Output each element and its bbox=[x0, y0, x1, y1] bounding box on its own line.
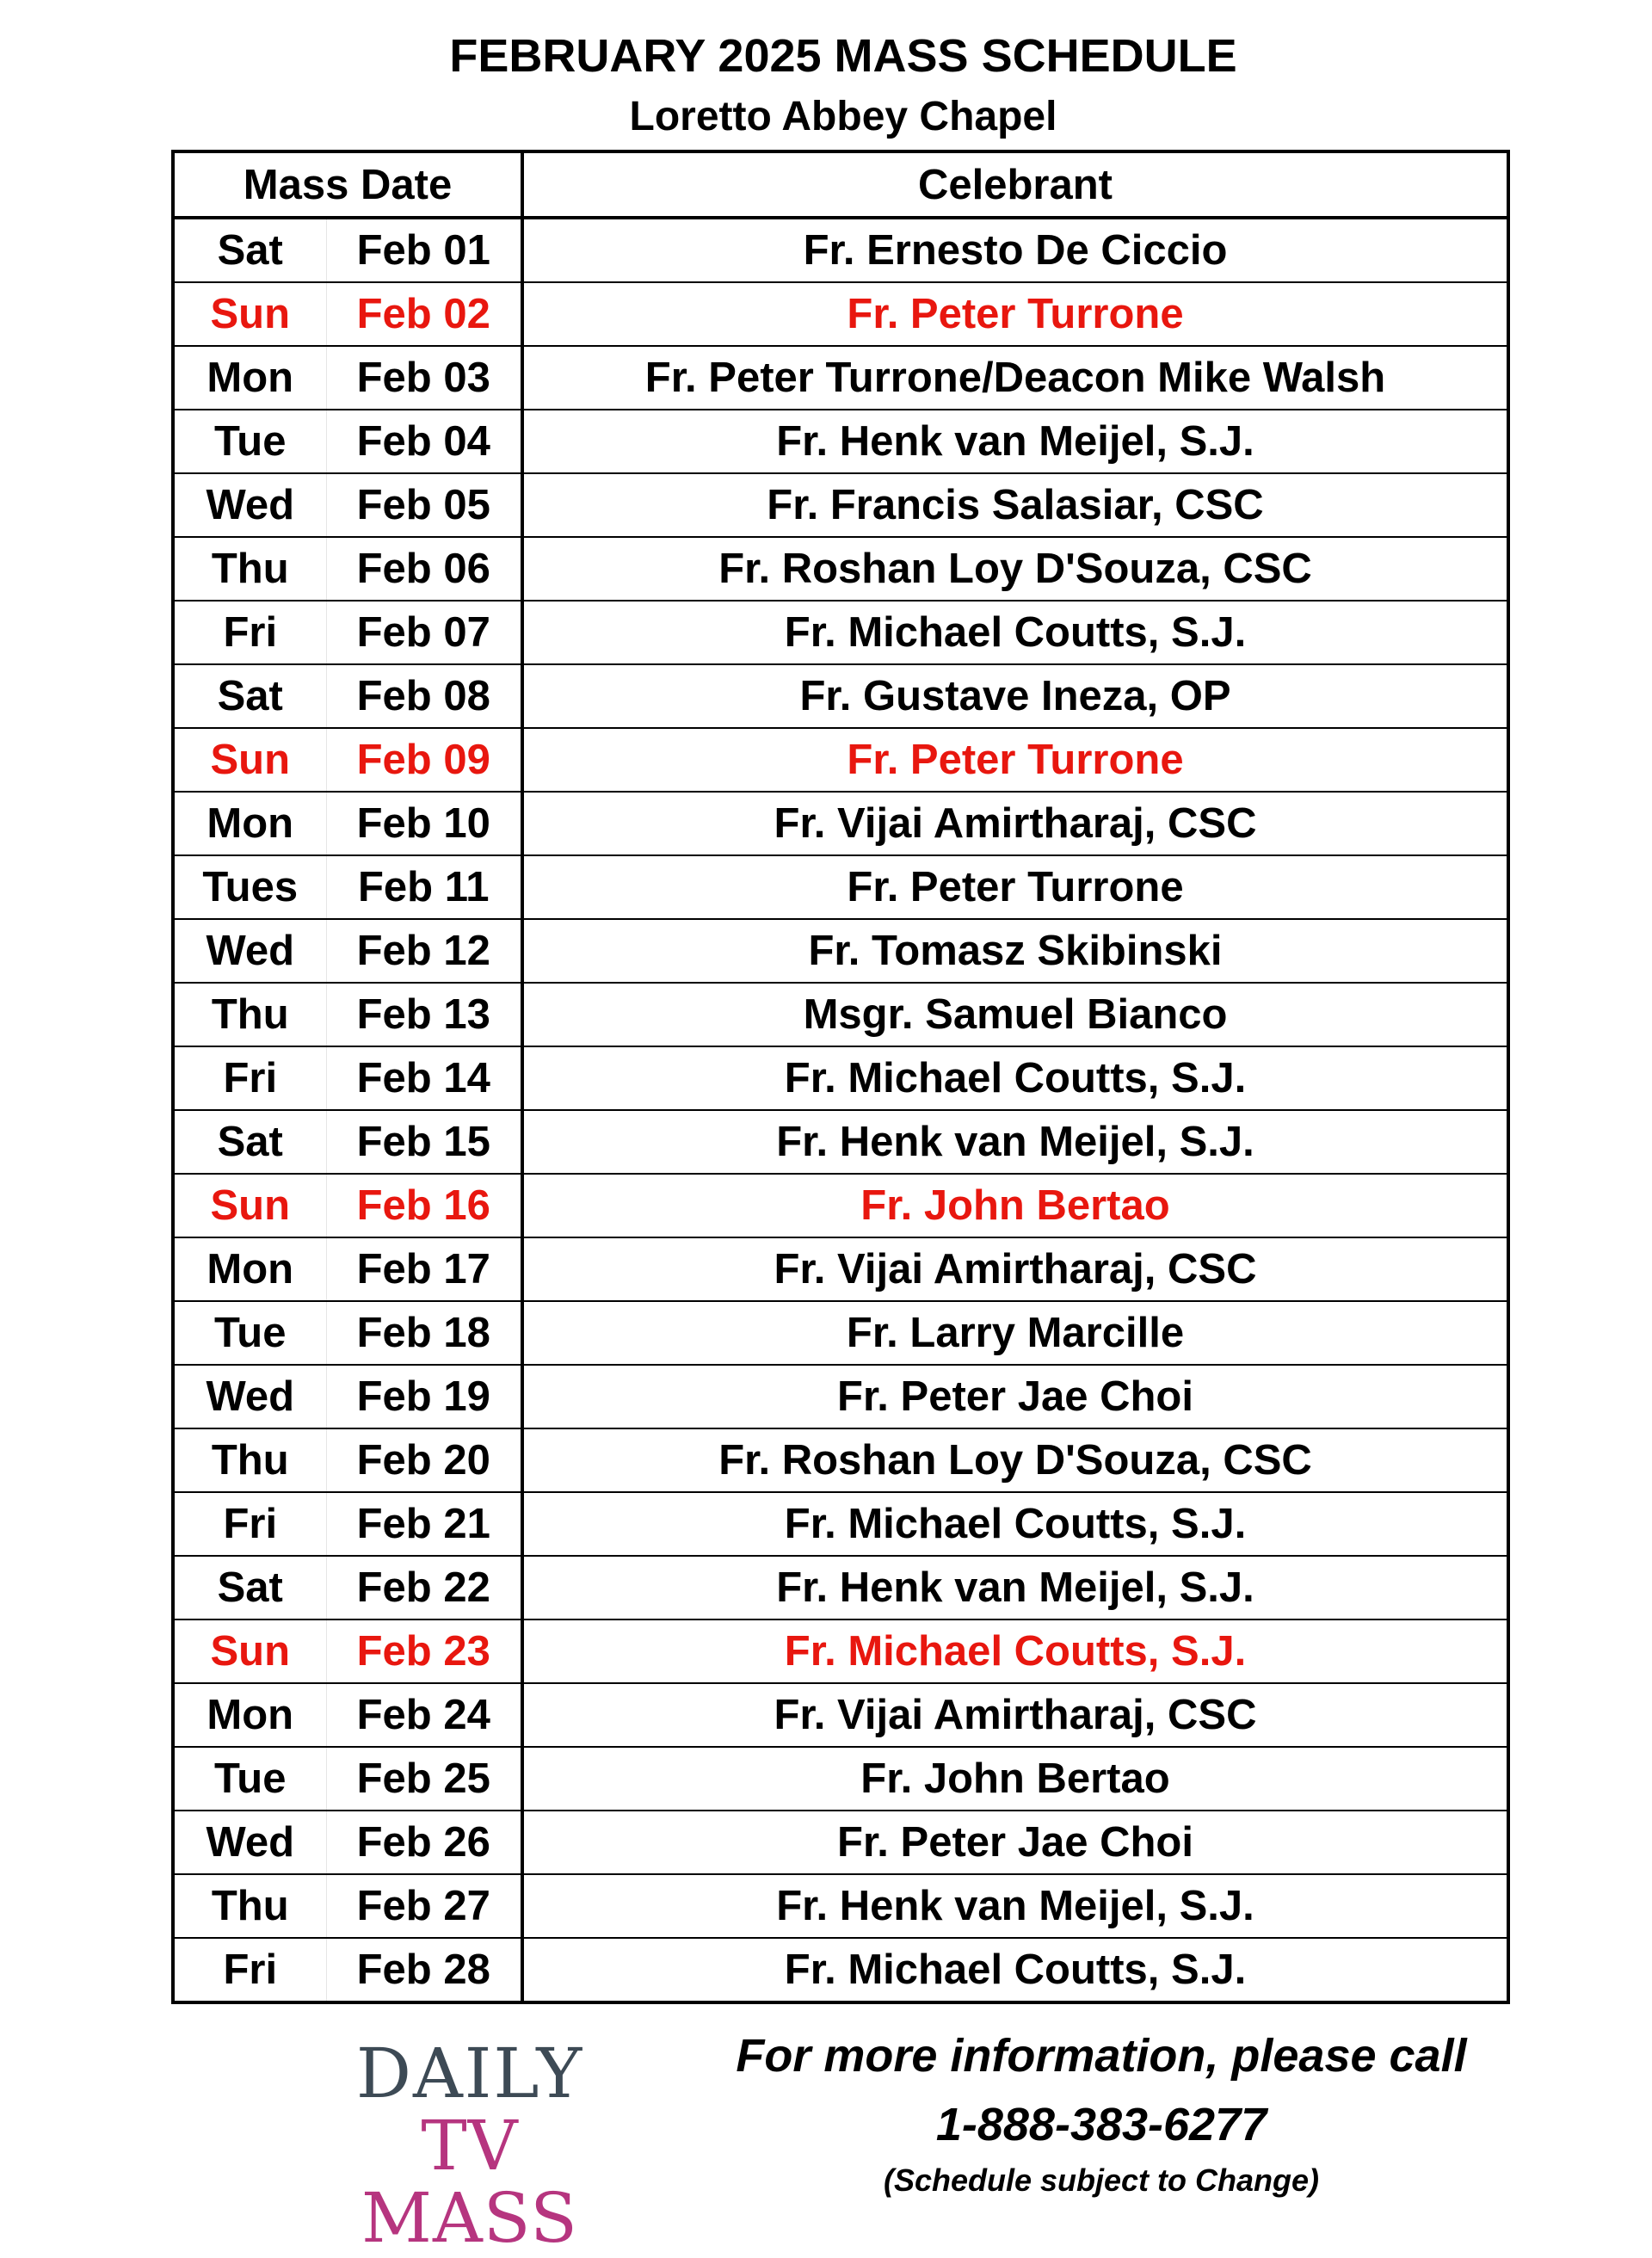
celebrant-cell: Msgr. Samuel Bianco bbox=[522, 983, 1508, 1046]
table-header-row bbox=[173, 151, 1508, 218]
day-cell: Tues bbox=[173, 855, 326, 919]
celebrant-cell: Fr. John Bertao bbox=[522, 1174, 1508, 1237]
celebrant-cell: Fr. Michael Coutts, S.J. bbox=[522, 1046, 1508, 1110]
celebrant-cell: Fr. Gustave Ineza, OP bbox=[522, 664, 1508, 728]
table-row bbox=[173, 473, 1508, 537]
date-cell: Feb 28 bbox=[326, 1938, 522, 2002]
date-cell: Feb 02 bbox=[326, 282, 522, 346]
daily-tv-mass-logo bbox=[306, 2033, 633, 2258]
date-cell: Feb 17 bbox=[326, 1237, 522, 1301]
day-cell: Wed bbox=[173, 1811, 326, 1874]
table-row bbox=[173, 792, 1508, 855]
table-row bbox=[173, 1174, 1508, 1237]
phone-number: 1-888-383-6277 bbox=[935, 2099, 1267, 2150]
celebrant-cell: Fr. Michael Coutts, S.J. bbox=[522, 601, 1508, 664]
day-cell: Mon bbox=[173, 1237, 326, 1301]
celebrant-cell: Fr. John Bertao bbox=[522, 1747, 1508, 1811]
logo-line-daily: DAILY bbox=[355, 2033, 584, 2113]
celebrant-cell: Fr. Michael Coutts, S.J. bbox=[522, 1938, 1508, 2002]
date-cell: Feb 24 bbox=[326, 1683, 522, 1747]
date-cell: Feb 26 bbox=[326, 1811, 522, 1874]
date-cell: Feb 23 bbox=[326, 1619, 522, 1683]
date-cell: Feb 15 bbox=[326, 1110, 522, 1174]
date-cell: Feb 10 bbox=[326, 792, 522, 855]
day-cell: Tue bbox=[173, 410, 326, 473]
day-cell: Tue bbox=[173, 1301, 326, 1365]
logo-line-tv-mass: TV MASS bbox=[361, 2106, 578, 2258]
page-title: FEBRUARY 2025 MASS SCHEDULE bbox=[449, 30, 1237, 82]
celebrant-cell: Fr. Roshan Loy D'Souza, CSC bbox=[522, 537, 1508, 601]
mass-schedule-table bbox=[171, 150, 1510, 2004]
table-row bbox=[173, 410, 1508, 473]
celebrant-cell: Fr. Henk van Meijel, S.J. bbox=[522, 1110, 1508, 1174]
date-cell: Feb 12 bbox=[326, 919, 522, 983]
table-row bbox=[173, 664, 1508, 728]
celebrant-cell: Fr. Peter Turrone/Deacon Mike Walsh bbox=[522, 346, 1508, 410]
date-cell: Feb 11 bbox=[326, 855, 522, 919]
celebrant-cell: Fr. Tomasz Skibinski bbox=[522, 919, 1508, 983]
table-row bbox=[173, 1874, 1508, 1938]
date-cell: Feb 13 bbox=[326, 983, 522, 1046]
celebrant-cell: Fr. Henk van Meijel, S.J. bbox=[522, 1874, 1508, 1938]
date-cell: Feb 07 bbox=[326, 601, 522, 664]
celebrant-cell: Fr. Henk van Meijel, S.J. bbox=[522, 410, 1508, 473]
table-row bbox=[173, 218, 1508, 282]
table-row bbox=[173, 1683, 1508, 1747]
date-cell: Feb 06 bbox=[326, 537, 522, 601]
day-cell: Wed bbox=[173, 473, 326, 537]
day-cell: Sun bbox=[173, 1619, 326, 1683]
date-cell: Feb 18 bbox=[326, 1301, 522, 1365]
table-row bbox=[173, 1046, 1508, 1110]
table-row bbox=[173, 1747, 1508, 1811]
table-row bbox=[173, 601, 1508, 664]
mass-date-header: Mass Date bbox=[173, 151, 522, 218]
celebrant-cell: Fr. Francis Salasiar, CSC bbox=[522, 473, 1508, 537]
day-cell: Fri bbox=[173, 1046, 326, 1110]
date-cell: Feb 14 bbox=[326, 1046, 522, 1110]
date-cell: Feb 22 bbox=[326, 1556, 522, 1619]
celebrant-cell: Fr. Peter Jae Choi bbox=[522, 1365, 1508, 1428]
day-cell: Tue bbox=[173, 1747, 326, 1811]
page-subtitle: Loretto Abbey Chapel bbox=[629, 94, 1057, 139]
day-cell: Thu bbox=[173, 1874, 326, 1938]
day-cell: Mon bbox=[173, 792, 326, 855]
schedule-rows bbox=[173, 218, 1508, 2002]
day-cell: Mon bbox=[173, 346, 326, 410]
info-text: For more information, please call bbox=[736, 2030, 1467, 2082]
date-cell: Feb 05 bbox=[326, 473, 522, 537]
celebrant-cell: Fr. Michael Coutts, S.J. bbox=[522, 1619, 1508, 1683]
day-cell: Sun bbox=[173, 282, 326, 346]
day-cell: Sat bbox=[173, 1556, 326, 1619]
celebrant-cell: Fr. Peter Turrone bbox=[522, 282, 1508, 346]
table-row bbox=[173, 1811, 1508, 1874]
celebrant-cell: Fr. Peter Turrone bbox=[522, 855, 1508, 919]
table-row bbox=[173, 919, 1508, 983]
day-cell: Fri bbox=[173, 1492, 326, 1556]
day-cell: Wed bbox=[173, 1365, 326, 1428]
date-cell: Feb 20 bbox=[326, 1428, 522, 1492]
celebrant-cell: Fr. Vijai Amirtharaj, CSC bbox=[522, 1237, 1508, 1301]
day-cell: Thu bbox=[173, 983, 326, 1046]
celebrant-cell: Fr. Ernesto De Ciccio bbox=[522, 218, 1508, 282]
table-row bbox=[173, 1556, 1508, 1619]
table-row bbox=[173, 1938, 1508, 2002]
date-cell: Feb 16 bbox=[326, 1174, 522, 1237]
celebrant-cell: Fr. Peter Jae Choi bbox=[522, 1811, 1508, 1874]
schedule-note: (Schedule subject to Change) bbox=[883, 2162, 1320, 2198]
table-row bbox=[173, 1110, 1508, 1174]
celebrant-cell: Fr. Henk van Meijel, S.J. bbox=[522, 1556, 1508, 1619]
date-cell: Feb 25 bbox=[326, 1747, 522, 1811]
day-cell: Fri bbox=[173, 1938, 326, 2002]
date-cell: Feb 03 bbox=[326, 346, 522, 410]
table-row bbox=[173, 1301, 1508, 1365]
day-cell: Sun bbox=[173, 728, 326, 792]
table-row bbox=[173, 537, 1508, 601]
date-cell: Feb 19 bbox=[326, 1365, 522, 1428]
day-cell: Thu bbox=[173, 1428, 326, 1492]
celebrant-cell: Fr. Roshan Loy D'Souza, CSC bbox=[522, 1428, 1508, 1492]
date-cell: Feb 27 bbox=[326, 1874, 522, 1938]
table-row bbox=[173, 1619, 1508, 1683]
table-row bbox=[173, 1365, 1508, 1428]
day-cell: Sun bbox=[173, 1174, 326, 1237]
day-cell: Sat bbox=[173, 1110, 326, 1174]
date-cell: Feb 08 bbox=[326, 664, 522, 728]
table-row bbox=[173, 282, 1508, 346]
celebrant-cell: Fr. Larry Marcille bbox=[522, 1301, 1508, 1365]
table-row bbox=[173, 983, 1508, 1046]
day-cell: Mon bbox=[173, 1683, 326, 1747]
table-row bbox=[173, 1237, 1508, 1301]
table-row bbox=[173, 1428, 1508, 1492]
table-row bbox=[173, 855, 1508, 919]
celebrant-cell: Fr. Peter Turrone bbox=[522, 728, 1508, 792]
day-cell: Sat bbox=[173, 664, 326, 728]
table-row bbox=[173, 728, 1508, 792]
celebrant-cell: Fr. Vijai Amirtharaj, CSC bbox=[522, 1683, 1508, 1747]
table-row bbox=[173, 1492, 1508, 1556]
date-cell: Feb 01 bbox=[326, 218, 522, 282]
table-row bbox=[173, 346, 1508, 410]
day-cell: Sat bbox=[173, 218, 326, 282]
celebrant-header: Celebrant bbox=[522, 151, 1508, 218]
date-cell: Feb 21 bbox=[326, 1492, 522, 1556]
day-cell: Thu bbox=[173, 537, 326, 601]
date-cell: Feb 09 bbox=[326, 728, 522, 792]
celebrant-cell: Fr. Michael Coutts, S.J. bbox=[522, 1492, 1508, 1556]
date-cell: Feb 04 bbox=[326, 410, 522, 473]
celebrant-cell: Fr. Vijai Amirtharaj, CSC bbox=[522, 792, 1508, 855]
day-cell: Fri bbox=[173, 601, 326, 664]
day-cell: Wed bbox=[173, 919, 326, 983]
